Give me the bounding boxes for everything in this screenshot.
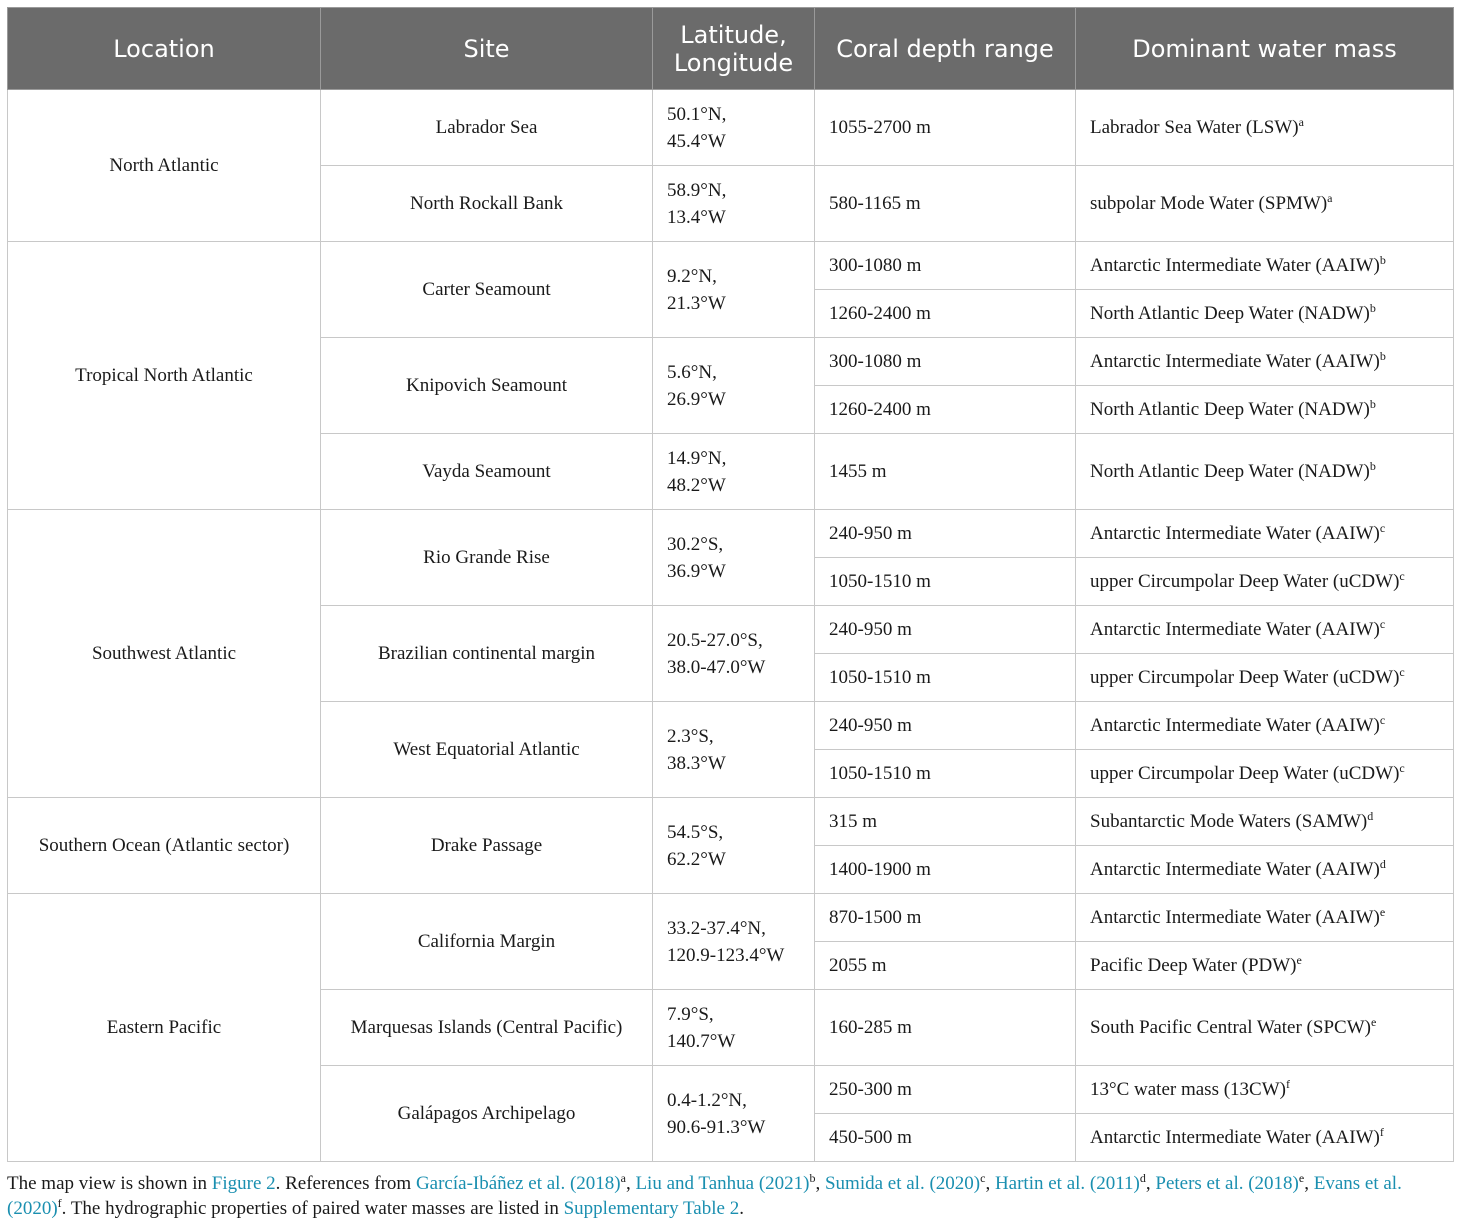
water-mass-cell bbox=[1076, 606, 1454, 654]
water-mass-cell bbox=[1076, 290, 1454, 338]
footnote-text: , bbox=[625, 1173, 636, 1194]
water-mass-cell bbox=[1076, 386, 1454, 434]
water-mass-text: upper Circumpolar Deep Water (uCDW) bbox=[1090, 667, 1400, 688]
header-location: Location bbox=[8, 8, 321, 90]
depth-cell: 1455 m bbox=[815, 434, 1076, 510]
table-body bbox=[8, 90, 1454, 1162]
water-mass-text: subpolar Mode Water (SPMW) bbox=[1090, 193, 1328, 214]
latitude-text: 58.9°N, bbox=[667, 179, 727, 201]
location-cell: North Atlantic bbox=[8, 90, 321, 242]
depth-cell: 870-1500 m bbox=[815, 894, 1076, 942]
water-mass-cell bbox=[1076, 1114, 1454, 1162]
latitude-text: 0.4-1.2°N, bbox=[667, 1089, 747, 1111]
footnote-text: , bbox=[1145, 1173, 1156, 1194]
water-mass-text: Antarctic Intermediate Water (AAIW) bbox=[1090, 351, 1380, 372]
water-mass-cell bbox=[1076, 750, 1454, 798]
depth-cell: 1050-1510 m bbox=[815, 558, 1076, 606]
footnote-text: . References from bbox=[275, 1173, 416, 1194]
water-mass-text: 13°C water mass (13CW) bbox=[1090, 1079, 1286, 1100]
reference-superscript: e bbox=[1379, 905, 1386, 919]
lat-lon-cell bbox=[653, 434, 815, 510]
site-cell: Labrador Sea bbox=[321, 90, 653, 166]
header-lat-lon: Latitude, Longitude bbox=[653, 8, 815, 90]
longitude-text: 140.7°W bbox=[667, 1030, 736, 1052]
table-row bbox=[8, 90, 1454, 166]
reference-superscript: b bbox=[1379, 349, 1386, 363]
site-cell: Marquesas Islands (Central Pacific) bbox=[321, 990, 653, 1066]
lat-lon-cell bbox=[653, 338, 815, 434]
longitude-text: 48.2°W bbox=[667, 474, 726, 496]
longitude-text: 120.9-123.4°W bbox=[667, 944, 785, 966]
site-cell: Vayda Seamount bbox=[321, 434, 653, 510]
water-mass-cell bbox=[1076, 510, 1454, 558]
reference-link[interactable]: Supplementary Table 2 bbox=[563, 1198, 740, 1219]
lat-lon-cell bbox=[653, 166, 815, 242]
reference-superscript: c bbox=[1399, 569, 1405, 583]
water-mass-text: Antarctic Intermediate Water (AAIW) bbox=[1090, 255, 1380, 276]
longitude-text: 38.3°W bbox=[667, 752, 726, 774]
water-mass-text: North Atlantic Deep Water (NADW) bbox=[1090, 399, 1370, 420]
footnote-text: , bbox=[1304, 1173, 1314, 1194]
depth-cell: 300-1080 m bbox=[815, 338, 1076, 386]
reference-superscript: c bbox=[1399, 761, 1405, 775]
reference-superscript: f bbox=[1379, 1125, 1384, 1139]
water-mass-text: Labrador Sea Water (LSW) bbox=[1090, 117, 1299, 138]
water-mass-cell bbox=[1076, 434, 1454, 510]
reference-superscript: c bbox=[1379, 713, 1386, 727]
water-mass-text: Antarctic Intermediate Water (AAIW) bbox=[1090, 859, 1380, 880]
reference-superscript: e bbox=[1296, 953, 1302, 967]
reference-superscript: a bbox=[1327, 191, 1333, 205]
site-cell: West Equatorial Atlantic bbox=[321, 702, 653, 798]
table-container bbox=[7, 7, 1453, 1162]
water-mass-text: Antarctic Intermediate Water (AAIW) bbox=[1090, 715, 1380, 736]
depth-cell: 580-1165 m bbox=[815, 166, 1076, 242]
depth-cell: 160-285 m bbox=[815, 990, 1076, 1066]
water-mass-text: Antarctic Intermediate Water (AAIW) bbox=[1090, 907, 1380, 928]
reference-link[interactable]: Peters et al. (2018) bbox=[1155, 1173, 1299, 1194]
latitude-text: 5.6°N, bbox=[667, 361, 717, 383]
longitude-text: 36.9°W bbox=[667, 560, 726, 582]
depth-cell: 240-950 m bbox=[815, 702, 1076, 750]
table-footnote bbox=[7, 1171, 1453, 1221]
water-mass-cell bbox=[1076, 894, 1454, 942]
water-mass-text: Pacific Deep Water (PDW) bbox=[1090, 955, 1297, 976]
reference-superscript: f bbox=[1285, 1077, 1290, 1091]
water-mass-cell bbox=[1076, 90, 1454, 166]
reference-superscript: b bbox=[809, 1171, 816, 1185]
water-mass-text: Subantarctic Mode Waters (SAMW) bbox=[1090, 811, 1368, 832]
longitude-text: 13.4°W bbox=[667, 206, 726, 228]
reference-superscript: d bbox=[1379, 857, 1386, 871]
location-cell: Southern Ocean (Atlantic sector) bbox=[8, 798, 321, 894]
header-site: Site bbox=[321, 8, 653, 90]
water-mass-cell bbox=[1076, 242, 1454, 290]
footnote-text: , bbox=[985, 1173, 995, 1194]
depth-cell: 2055 m bbox=[815, 942, 1076, 990]
depth-cell: 240-950 m bbox=[815, 510, 1076, 558]
water-mass-text: North Atlantic Deep Water (NADW) bbox=[1090, 461, 1370, 482]
longitude-text: 38.0-47.0°W bbox=[667, 656, 766, 678]
location-cell: Eastern Pacific bbox=[8, 894, 321, 1162]
latitude-text: 50.1°N, bbox=[667, 103, 727, 125]
reference-link[interactable]: Sumida et al. (2020) bbox=[824, 1173, 981, 1194]
lat-lon-cell bbox=[653, 1066, 815, 1162]
lat-lon-cell bbox=[653, 606, 815, 702]
reference-superscript: c bbox=[1399, 665, 1405, 679]
footnote-text: The map view is shown in bbox=[7, 1173, 212, 1194]
header-depth: Coral depth range bbox=[815, 8, 1076, 90]
depth-cell: 1260-2400 m bbox=[815, 386, 1076, 434]
reference-superscript: c bbox=[1379, 521, 1386, 535]
site-cell: Drake Passage bbox=[321, 798, 653, 894]
latitude-text: 14.9°N, bbox=[667, 447, 727, 469]
header-water-mass: Dominant water mass bbox=[1076, 8, 1454, 90]
table-row bbox=[8, 510, 1454, 558]
latitude-text: 33.2-37.4°N, bbox=[667, 917, 766, 939]
reference-superscript: c bbox=[980, 1171, 986, 1185]
site-cell: Carter Seamount bbox=[321, 242, 653, 338]
table-row bbox=[8, 798, 1454, 846]
water-mass-cell bbox=[1076, 990, 1454, 1066]
site-cell: North Rockall Bank bbox=[321, 166, 653, 242]
location-cell: Tropical North Atlantic bbox=[8, 242, 321, 510]
latitude-text: 7.9°S, bbox=[667, 1003, 714, 1025]
site-cell: California Margin bbox=[321, 894, 653, 990]
water-mass-text: South Pacific Central Water (SPCW) bbox=[1090, 1017, 1371, 1038]
location-cell: Southwest Atlantic bbox=[8, 510, 321, 798]
water-mass-text: Antarctic Intermediate Water (AAIW) bbox=[1090, 523, 1380, 544]
lat-lon-cell bbox=[653, 990, 815, 1066]
water-mass-cell bbox=[1076, 338, 1454, 386]
water-mass-cell bbox=[1076, 798, 1454, 846]
depth-cell: 1400-1900 m bbox=[815, 846, 1076, 894]
depth-cell: 450-500 m bbox=[815, 1114, 1076, 1162]
lat-lon-cell bbox=[653, 894, 815, 990]
reference-link[interactable]: García-Ibáñez et al. (2018) bbox=[415, 1173, 621, 1194]
site-cell: Brazilian continental margin bbox=[321, 606, 653, 702]
depth-cell: 250-300 m bbox=[815, 1066, 1076, 1114]
table-row bbox=[8, 894, 1454, 942]
depth-cell: 240-950 m bbox=[815, 606, 1076, 654]
water-mass-text: Antarctic Intermediate Water (AAIW) bbox=[1090, 619, 1380, 640]
longitude-text: 26.9°W bbox=[667, 388, 726, 410]
footnote-text: . The hydrographic properties of paired water masses are listed in bbox=[61, 1198, 564, 1219]
footnote-text: . bbox=[739, 1198, 744, 1219]
longitude-text: 62.2°W bbox=[667, 848, 726, 870]
reference-superscript: e bbox=[1370, 1015, 1377, 1029]
longitude-text: 90.6-91.3°W bbox=[667, 1116, 766, 1138]
lat-lon-cell bbox=[653, 90, 815, 166]
lat-lon-cell bbox=[653, 798, 815, 894]
depth-cell: 1050-1510 m bbox=[815, 750, 1076, 798]
lat-lon-cell bbox=[653, 702, 815, 798]
lat-lon-cell bbox=[653, 510, 815, 606]
latitude-text: 20.5-27.0°S, bbox=[667, 629, 763, 651]
reference-link[interactable]: Evans et al. (2020) bbox=[7, 1173, 1402, 1219]
reference-link[interactable]: Liu and Tanhua (2021) bbox=[635, 1173, 810, 1194]
latitude-text: 9.2°N, bbox=[667, 265, 717, 287]
reference-link[interactable]: Figure 2 bbox=[211, 1173, 276, 1194]
latitude-text: 54.5°S, bbox=[667, 821, 724, 843]
reference-superscript: b bbox=[1379, 253, 1386, 267]
site-cell: Rio Grande Rise bbox=[321, 510, 653, 606]
header-row bbox=[8, 8, 1454, 90]
reference-superscript: b bbox=[1369, 301, 1376, 315]
water-mass-cell bbox=[1076, 1066, 1454, 1114]
latitude-text: 2.3°S, bbox=[667, 725, 714, 747]
water-mass-text: upper Circumpolar Deep Water (uCDW) bbox=[1090, 763, 1400, 784]
water-mass-text: upper Circumpolar Deep Water (uCDW) bbox=[1090, 571, 1400, 592]
site-cell: Galápagos Archipelago bbox=[321, 1066, 653, 1162]
water-mass-table bbox=[7, 7, 1454, 1162]
water-mass-cell bbox=[1076, 654, 1454, 702]
table-row bbox=[8, 242, 1454, 290]
reference-superscript: c bbox=[1379, 617, 1386, 631]
reference-superscript: e bbox=[1298, 1171, 1305, 1185]
reference-superscript: f bbox=[57, 1196, 62, 1210]
reference-superscript: a bbox=[620, 1171, 626, 1185]
reference-superscript: b bbox=[1369, 459, 1376, 473]
reference-link[interactable]: Hartin et al. (2011) bbox=[994, 1173, 1140, 1194]
reference-superscript: b bbox=[1369, 397, 1376, 411]
depth-cell: 1050-1510 m bbox=[815, 654, 1076, 702]
water-mass-cell bbox=[1076, 558, 1454, 606]
depth-cell: 315 m bbox=[815, 798, 1076, 846]
reference-superscript: d bbox=[1139, 1171, 1146, 1185]
water-mass-text: North Atlantic Deep Water (NADW) bbox=[1090, 303, 1370, 324]
water-mass-text: Antarctic Intermediate Water (AAIW) bbox=[1090, 1127, 1380, 1148]
latitude-text: 30.2°S, bbox=[667, 533, 724, 555]
site-cell: Knipovich Seamount bbox=[321, 338, 653, 434]
lat-lon-cell bbox=[653, 242, 815, 338]
depth-cell: 1055-2700 m bbox=[815, 90, 1076, 166]
reference-superscript: a bbox=[1298, 115, 1304, 129]
longitude-text: 21.3°W bbox=[667, 292, 726, 314]
longitude-text: 45.4°W bbox=[667, 130, 726, 152]
water-mass-cell bbox=[1076, 166, 1454, 242]
depth-cell: 300-1080 m bbox=[815, 242, 1076, 290]
water-mass-cell bbox=[1076, 846, 1454, 894]
water-mass-cell bbox=[1076, 942, 1454, 990]
reference-superscript: d bbox=[1367, 809, 1374, 823]
footnote-text: , bbox=[815, 1173, 825, 1194]
water-mass-cell bbox=[1076, 702, 1454, 750]
depth-cell: 1260-2400 m bbox=[815, 290, 1076, 338]
